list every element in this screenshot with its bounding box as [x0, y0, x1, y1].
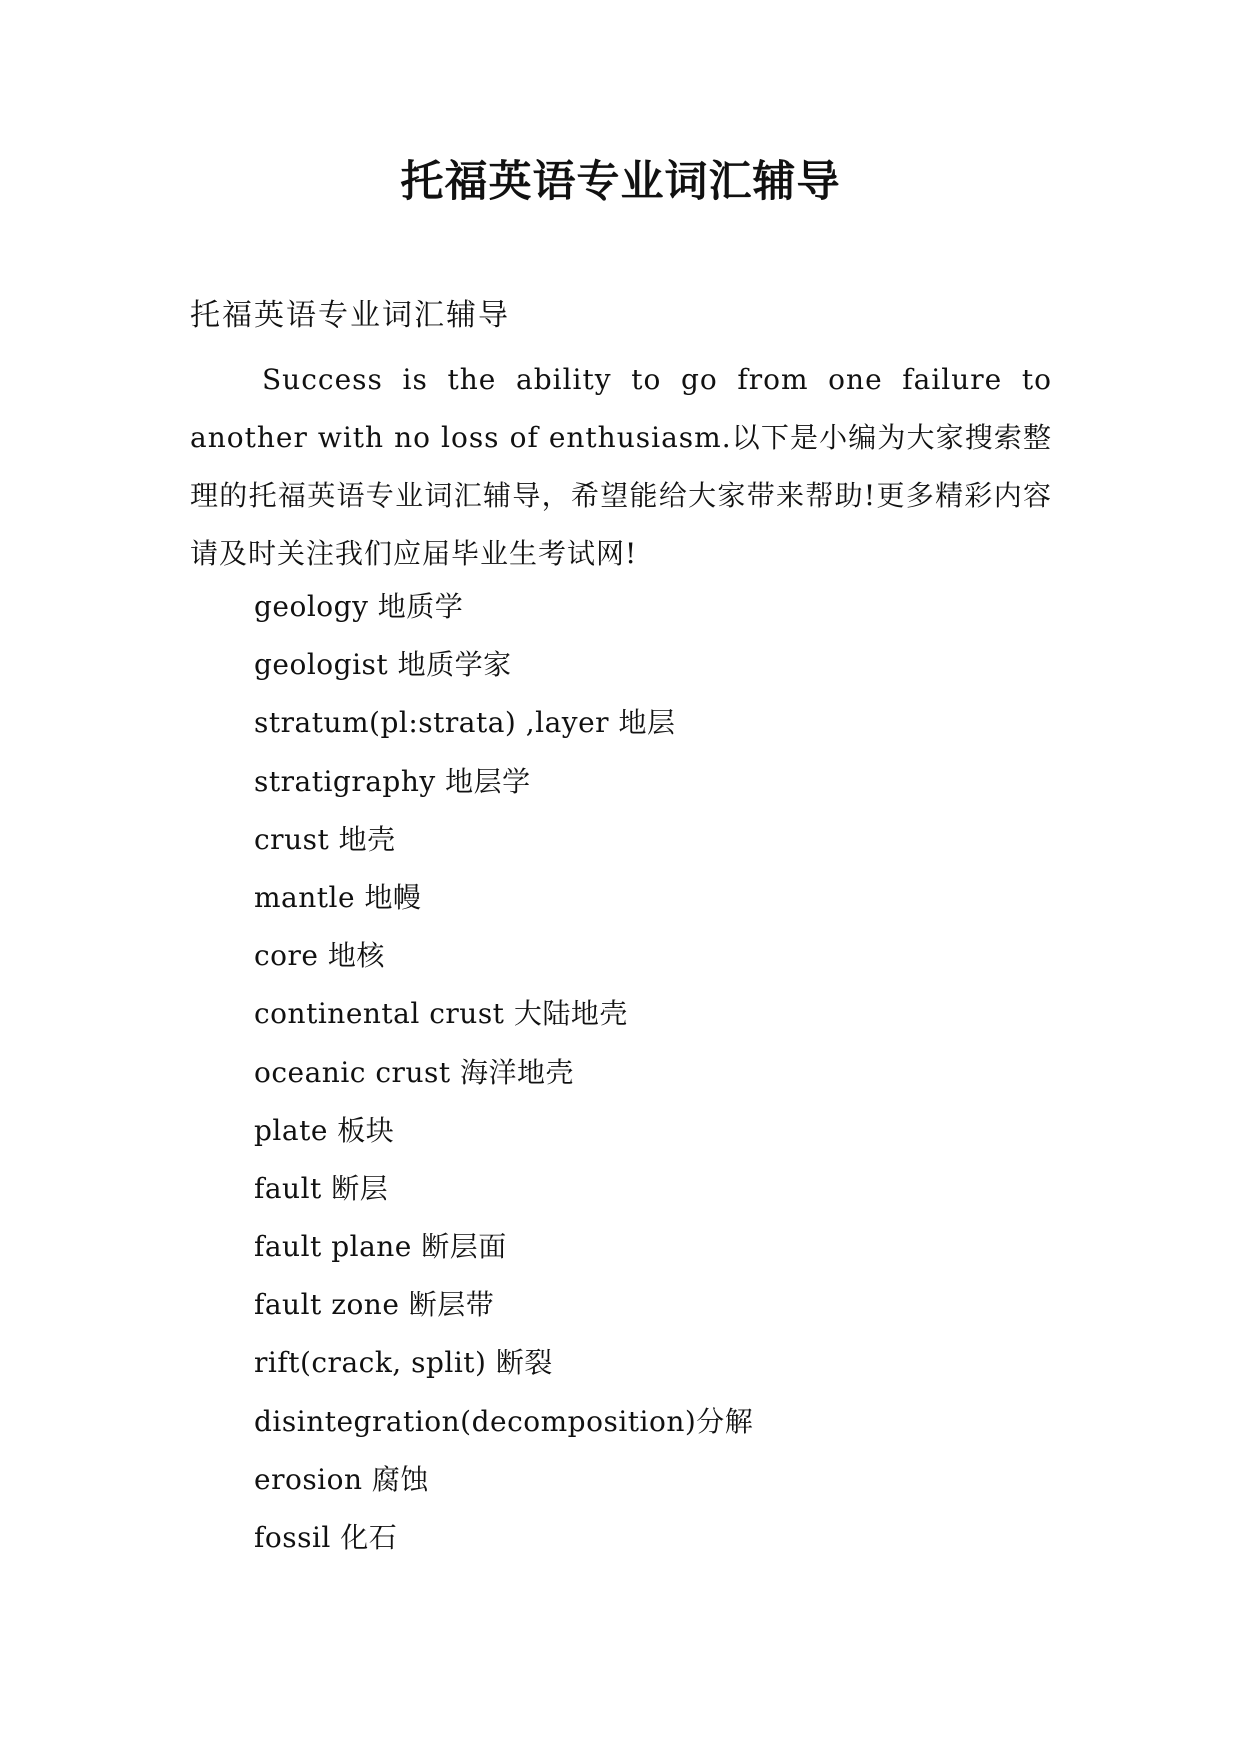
vocabulary-list: [254, 578, 753, 1567]
vocabulary-item: stratum(pl:strata) ,layer 地层: [254, 706, 676, 740]
vocabulary-item: mantle 地幔: [254, 880, 422, 914]
vocabulary-item: continental crust 大陆地壳: [254, 997, 628, 1031]
intro-paragraph: Success is the ability to go from one failure to another with no loss of enthusiasm.以下是小编为大家搜索整理的托福英语专业词汇辅导，希望能给大家带来帮助!更多精彩内容请及时关注我们应届毕业生考试网!: [190, 363, 1052, 570]
vocabulary-item: crust 地壳: [254, 822, 396, 856]
vocabulary-item: fault plane 断层面: [254, 1230, 507, 1264]
vocabulary-item: geology 地质学: [254, 590, 464, 623]
vocabulary-item: fault zone 断层带: [254, 1288, 495, 1322]
vocabulary-item: rift(crack, split) 断裂: [254, 1346, 553, 1380]
vocabulary-item: erosion 腐蚀: [254, 1462, 429, 1496]
vocabulary-item: core 地核: [254, 939, 385, 973]
vocabulary-item: fossil 化石: [254, 1521, 398, 1554]
document-title: 托福英语专业词汇辅导: [400, 157, 841, 207]
vocabulary-item: fault 断层: [254, 1171, 389, 1205]
vocabulary-item: geologist 地质学家: [254, 648, 512, 682]
vocabulary-item: stratigraphy 地层学: [254, 764, 531, 798]
vocabulary-item: oceanic crust 海洋地壳: [254, 1055, 574, 1089]
document-subtitle: 托福英语专业词汇辅导: [190, 298, 510, 333]
vocabulary-item: disintegration(decomposition)分解: [254, 1404, 754, 1438]
vocabulary-item: plate 板块: [254, 1113, 395, 1147]
